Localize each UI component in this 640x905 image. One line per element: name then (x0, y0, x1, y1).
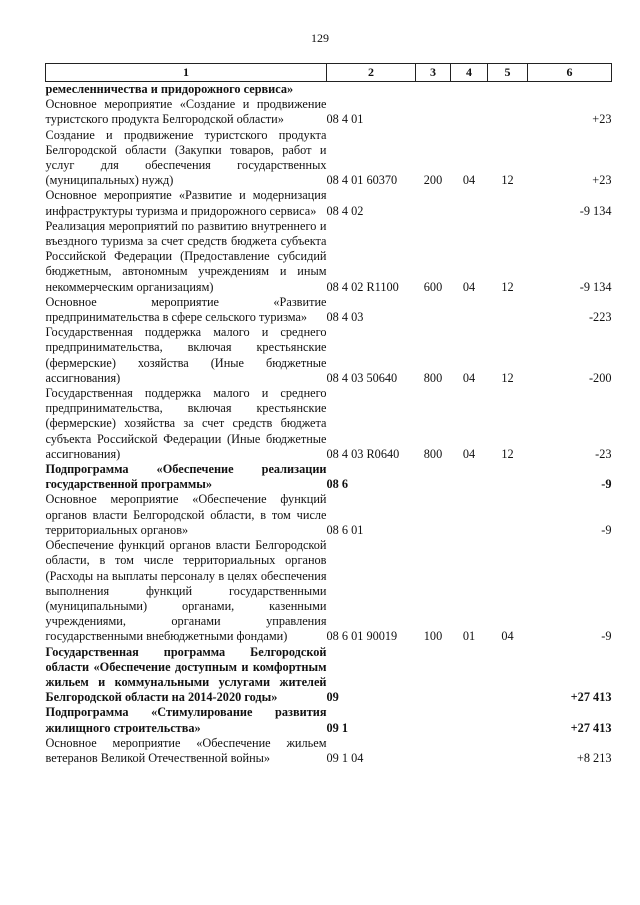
header-col-5: 5 (488, 64, 528, 82)
header-col-1: 1 (46, 64, 327, 82)
table-row (46, 325, 612, 386)
row-code: 08 6 (326, 477, 349, 492)
row-amount: +8 213 (576, 750, 612, 765)
table-row (46, 295, 612, 325)
budget-table (45, 63, 612, 766)
row-subsection: 12 (501, 173, 514, 188)
row-amount: +27 413 (570, 720, 612, 735)
row-code: 09 (326, 690, 339, 705)
row-subsection (488, 645, 528, 706)
row-subsection (488, 705, 528, 735)
row-subsection (488, 82, 528, 98)
row-expense-type (416, 462, 451, 492)
row-expense-type: 600 (423, 279, 443, 294)
table-row (46, 736, 612, 766)
row-amount: -9 (601, 522, 612, 537)
header-col-3: 3 (416, 64, 451, 82)
row-expense-type (416, 736, 451, 766)
row-amount (528, 82, 612, 98)
row-amount: +23 (592, 173, 612, 188)
table-row (46, 188, 612, 218)
row-section: 04 (462, 173, 476, 188)
row-amount: -200 (588, 370, 612, 385)
row-name: Государственная поддержка малого и среднего предпринимательства, включая крестьянские (фермерские) хозяйства за счет средств бюджета субъекта Российской Федерации (Иные бюджетные ассигнования) (45, 386, 327, 461)
row-section (451, 462, 488, 492)
row-section: 01 (462, 629, 476, 644)
table-body (46, 82, 612, 767)
row-subsection (488, 462, 528, 492)
row-code: 09 1 (326, 720, 349, 735)
row-name: Основное мероприятие «Развитие предпринимательства в сфере сельского туризма» (45, 294, 327, 325)
header-col-4: 4 (451, 64, 488, 82)
row-code: 09 1 04 (326, 750, 364, 765)
row-subsection: 04 (501, 629, 514, 644)
table-row (46, 705, 612, 735)
page-number: 129 (311, 31, 329, 45)
row-subsection (488, 295, 528, 325)
row-name: Реализация мероприятий по развитию внутреннего и въездного туризма за счет средств бюджета субъекта Российской Федерации (Предоставление субсидий бюджетным, автономным учреждениям и иным некоммерческим организациям) (45, 218, 327, 294)
row-name: Подпрограмма «Стимулирование развития жилищного строительства» (45, 705, 327, 735)
row-subsection: 12 (501, 279, 514, 294)
row-amount: -9 134 (579, 279, 612, 294)
row-name: Основное мероприятие «Развитие и модернизация инфраструктуры туризма и придорожного сервиса» (45, 188, 327, 218)
row-name: Государственная программа Белгородской области «Обеспечение доступным и комфортным жильем и коммунальными услугами жителей Белгородской области на 2014-2020 годы» (45, 644, 327, 705)
row-section (451, 295, 488, 325)
row-section (451, 645, 488, 706)
row-section: 04 (462, 446, 476, 461)
row-expense-type (416, 82, 451, 98)
table-row (46, 128, 612, 189)
row-name: Государственная поддержка малого и среднего предпринимательства, включая крестьянские (фермерские) хозяйства (Иные бюджетные ассигнования) (45, 325, 327, 385)
table-row (46, 492, 612, 538)
table-row (46, 82, 612, 98)
row-code: 08 6 01 90019 (326, 629, 398, 644)
row-code: 08 4 03 (326, 310, 364, 325)
row-section (451, 736, 488, 766)
row-section (451, 705, 488, 735)
table-row (46, 219, 612, 295)
row-amount: -9 (601, 477, 612, 492)
row-expense-type (416, 188, 451, 218)
row-name: Основное мероприятие «Обеспечение жильем ветеранов Великой Отечественной войны» (45, 735, 327, 765)
row-name: ремесленничества и придорожного сервиса» (45, 82, 294, 96)
row-section (451, 188, 488, 218)
row-name: Обеспечение функций органов власти Белгородской области, в том числе территориальных органов (Расходы на выплаты персоналу в целях обеспечения выполнения функций государственными (муниципальными) органами, казенными учреждениями, органами управления государственными внебюджетными фондами) (45, 538, 327, 644)
row-expense-type: 100 (423, 629, 443, 644)
table-row (46, 97, 612, 127)
row-expense-type (416, 97, 451, 127)
row-code: 08 4 02 (326, 203, 364, 218)
row-code: 08 4 02 R1100 (326, 279, 399, 294)
row-expense-type (416, 492, 451, 538)
row-expense-type (416, 295, 451, 325)
header-col-6: 6 (528, 64, 612, 82)
row-code: 08 4 01 (326, 112, 364, 127)
header-col-2: 2 (327, 64, 416, 82)
row-code: 08 4 01 60370 (326, 173, 398, 188)
table-row (46, 538, 612, 644)
row-amount: -223 (588, 310, 612, 325)
row-expense-type (416, 645, 451, 706)
row-subsection (488, 97, 528, 127)
row-name: Основное мероприятие «Обеспечение функций органов власти Белгородской области, в том числе территориальных органов» (45, 492, 327, 537)
row-amount: +27 413 (570, 690, 612, 705)
table-row (46, 386, 612, 462)
row-expense-type: 800 (423, 370, 443, 385)
row-amount: -9 (601, 629, 612, 644)
row-amount: -23 (595, 446, 612, 461)
row-section (451, 97, 488, 127)
row-subsection: 12 (501, 446, 514, 461)
row-subsection (488, 188, 528, 218)
row-subsection: 12 (501, 370, 514, 385)
row-expense-type: 800 (423, 446, 443, 461)
row-expense-type: 200 (423, 173, 443, 188)
row-expense-type (416, 705, 451, 735)
table-row (46, 645, 612, 706)
row-section: 04 (462, 370, 476, 385)
row-section (451, 82, 488, 98)
row-subsection (488, 736, 528, 766)
row-name: Подпрограмма «Обеспечение реализации государственной программы» (45, 462, 327, 492)
row-code: 08 6 01 (326, 522, 364, 537)
row-amount: -9 134 (579, 203, 612, 218)
row-code (327, 82, 416, 98)
table-header-row (46, 64, 612, 82)
row-code: 08 4 03 50640 (326, 370, 398, 385)
table-row (46, 462, 612, 492)
row-section (451, 492, 488, 538)
row-section: 04 (462, 279, 476, 294)
row-name: Создание и продвижение туристского продукта Белгородской области (Закупки товаров, работ и услуг для обеспечения государственных (муниципальных) нужд) (45, 127, 327, 188)
row-name: Основное мероприятие «Создание и продвижение туристского продукта Белгородской области» (45, 97, 327, 127)
row-subsection (488, 492, 528, 538)
row-amount: +23 (592, 112, 612, 127)
row-code: 08 4 03 R0640 (326, 446, 400, 461)
